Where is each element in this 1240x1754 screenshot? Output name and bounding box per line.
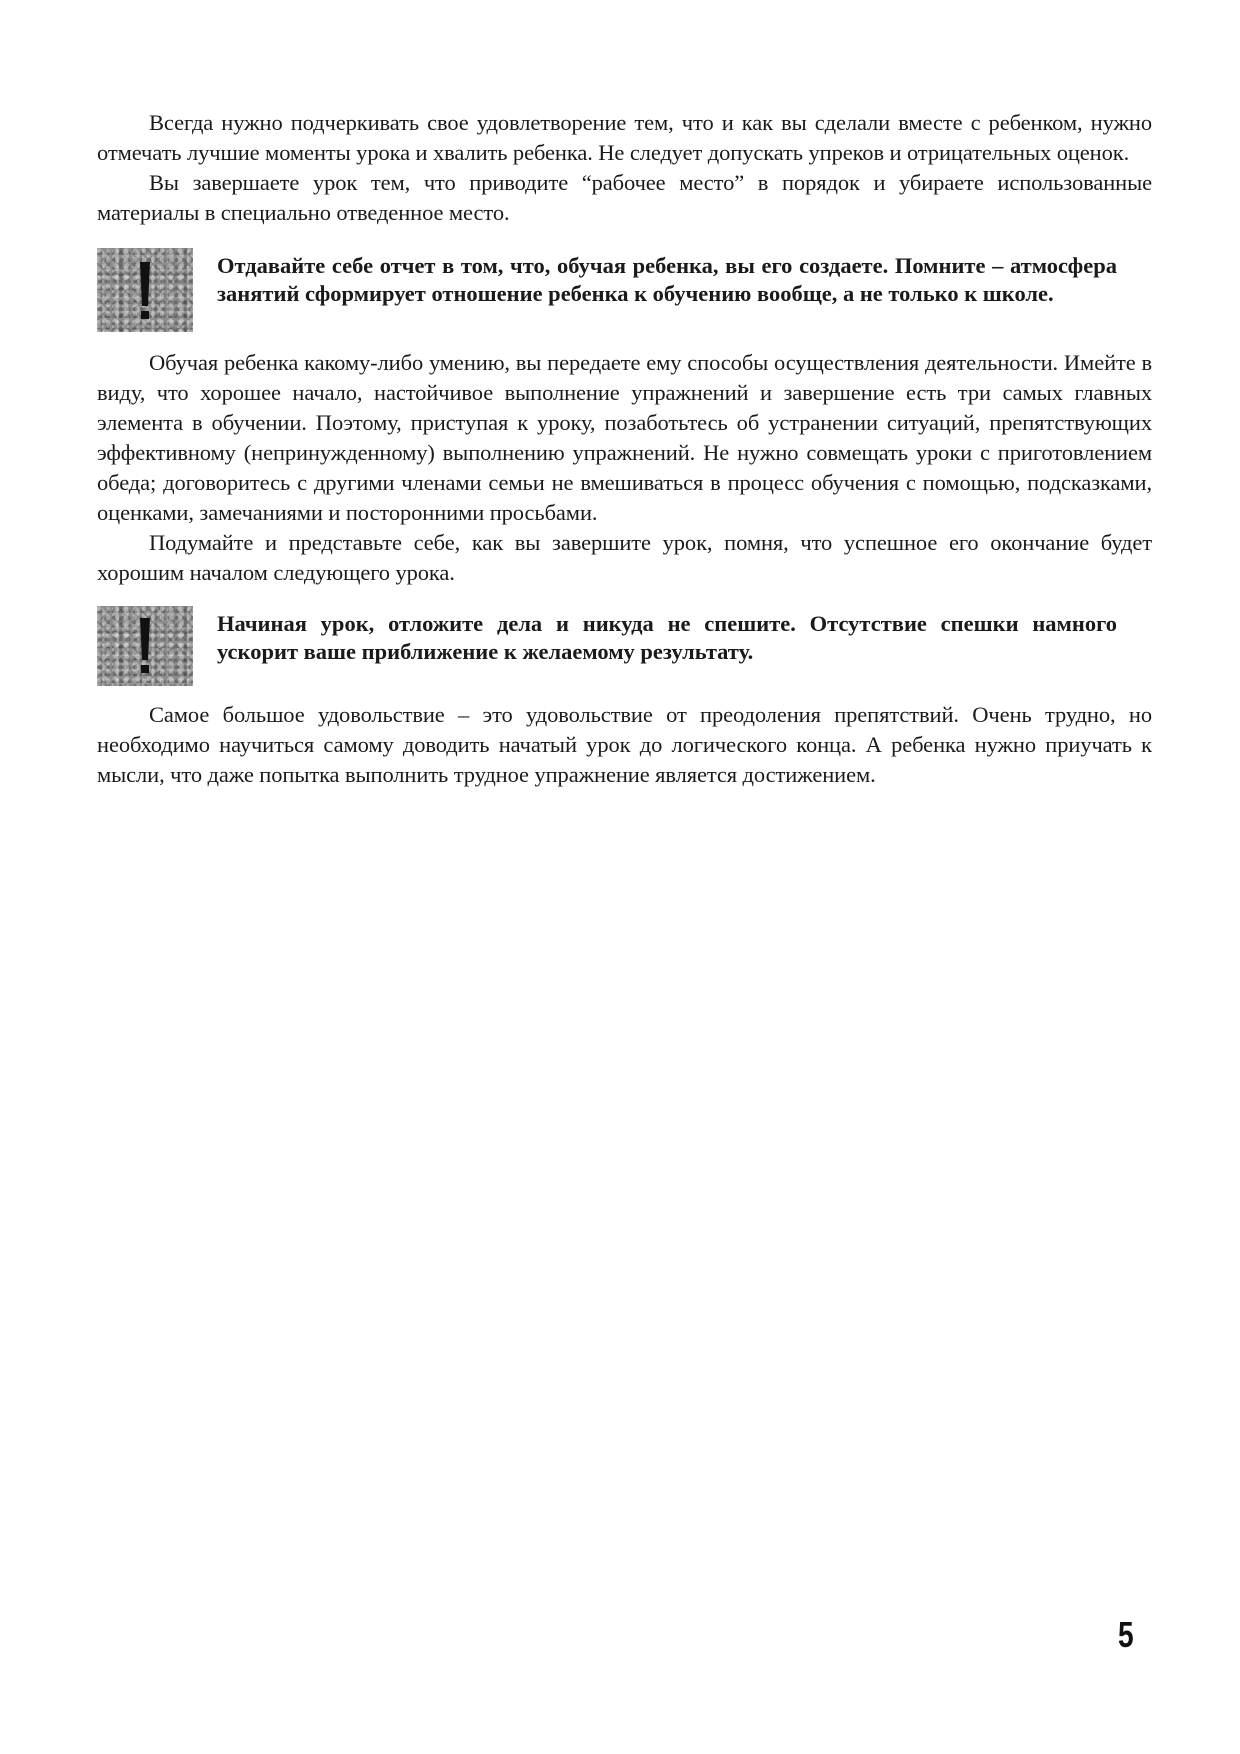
exclamation-icon — [97, 248, 193, 332]
note-text: Отдавайте себе отчет в том, что, обучая ребенка, вы его создаете. Помните – атмосфера занятий сформирует отношение ребенка к обучению вообще, а не только к школе. — [217, 253, 1117, 306]
note-text: Начиная урок, отложите дела и никуда не спешите. Отсутствие спешки намного ускорит ваше приближение к желаемому результату. — [217, 611, 1117, 664]
page-content — [97, 108, 1152, 790]
paragraph: Всегда нужно подчеркивать свое удовлетворение тем, что и как вы сделали вместе с ребенком, нужно отмечать лучшие моменты урока и хвалить ребенка. Не следует допускать упреков и отрицательных оценок. — [97, 110, 1152, 165]
paragraph: Обучая ребенка какому-либо умению, вы передаете ему способы осуществления деятельности. Имейте в виду, что хорошее начало, настойчивое выполнение упражнений и завершение есть три самых главных элемента в обучении. Поэтому, приступая к уроку, позаботьтесь об устранении ситуаций, препятствующих эффективному (непринужденному) выполнению упражнений. Не нужно совмещать уроки с приготовлением обеда; договоритесь с другими членами семьи не вмешиваться в процесс обучения с помощью, подсказками, оценками, замечаниями и посторонними просьбами. — [97, 350, 1152, 525]
paragraph: Вы завершаете урок тем, что приводите “рабочее место” в порядок и убираете использованные материалы в специально отведенное место. — [97, 170, 1152, 225]
page-number: 5 — [1118, 1614, 1134, 1655]
paragraph: Самое большое удовольствие – это удовольствие от преодоления препятствий. Очень трудно, но необходимо научиться самому доводить начатый урок до логического конца. А ребенка нужно приучать к мысли, что даже попытка выполнить трудное упражнение является достижением. — [97, 702, 1152, 787]
exclamation-icon — [97, 606, 193, 686]
attention-note — [97, 604, 1152, 686]
attention-note — [97, 246, 1152, 332]
paragraph: Подумайте и представьте себе, как вы завершите урок, помня, что успешное его окончание будет хорошим началом следующего урока. — [97, 530, 1152, 585]
